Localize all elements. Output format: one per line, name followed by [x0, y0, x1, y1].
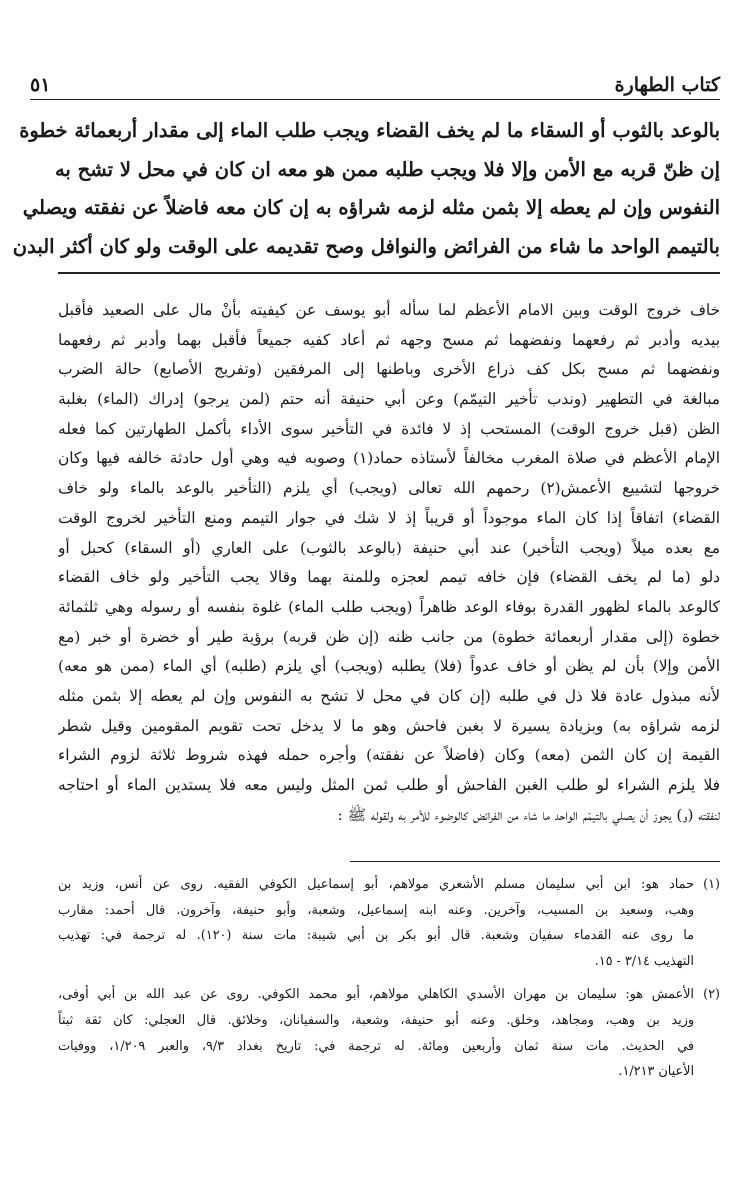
- footnote-separator: [350, 861, 720, 862]
- header-rule: [30, 99, 720, 100]
- commentary-line: خطوة (إلى مقدار أربعمائة خطوة) من جانب ظنه (إن ظن قربه) برؤية طير أو خضرة أو خبر (مع: [58, 627, 720, 646]
- page-number: ٥١: [30, 74, 51, 96]
- footnote-line: حماد هو: ابن أبي سليمان مسلم الأشعري مولاهم، أبو إسماعيل الكوفي الفقيه. روى عن أنس، وزيد بن: [58, 877, 694, 892]
- commentary-line: خاف خروج الوقت وبين الامام الأعظم لما سأله أبو يوسف عن كيفيته بأنْ مال على الصعيد فأقبل: [58, 301, 720, 319]
- commentary-line: الإمام الأعظم في صلاة المغرب مخالفاً لأستاذه حماد(١) وصوبه فيه وهي أول حادثة خالفه فيها وكان: [58, 449, 720, 468]
- commentary-line: الأمن وإلا) بأن لم يظن أو خاف عدواً (فلا) يطلبه (ويجب) أي يلزم (طلبه) أي الماء (ممن هو معه): [58, 657, 720, 676]
- footnote: [58, 982, 720, 1084]
- commentary-line: القيمة إن كان الثمن (معه) وكان (فاضلاً عن نفقته) وأجره حمله فهذه شروط ثلاثة لزوم الشراء: [58, 746, 720, 765]
- footnote-line: الأعيان ١/٢١٣.: [618, 1064, 694, 1080]
- main-text-block: [12, 112, 720, 266]
- footnote-marker: (٢): [703, 987, 720, 1003]
- footnote-line: التهذيب ٣/١٤ - ١٥.: [594, 953, 694, 969]
- chapter-title: كتاب الطهارة: [614, 74, 720, 96]
- main-text-line: بالوعد بالثوب أو السقاء ما لم يخف القضاء ويجب طلب الماء إلى مقدار أربعمائة خطوة: [19, 119, 720, 142]
- footnote-marker: (١): [703, 877, 720, 892]
- footnote-line: وهب، وسعيد بن المسيب، وآخرين. وعنه ابنه إسماعيل، وشعبة، وأبو حنيفة، وآخرون. قال أحمد: مقارب: [58, 902, 694, 918]
- commentary-line: دلو (ما لم يخف القضاء) فإن خافه تيمم لعجزه وللمنة بهما وقالا يجب التأخير ولو خاف القضاء: [58, 568, 720, 587]
- footnote-line: وزيد بن وهب، ومجاهد، وخلق. وعنه أبو حنيفة، وشعبة، والسفيانان، وخلائق. قال العجلي: كان ثقة ثبتاً: [58, 1012, 694, 1028]
- commentary-line: بيديه وأدبر ثم رفعهما ونفضهما ثم مسح وجهه ثم أعاد كفيه جميعاً فأقبل بهما وأدبر ثم رفعهما: [58, 330, 720, 349]
- running-header: [30, 62, 720, 96]
- commentary-line: مع بعده ميلاً (ويجب التأخير) عند أبي حنيفة (بالوعد بالثوب) على العاري (أو السقاء) كحبل أو: [58, 538, 720, 557]
- commentary-block: [58, 296, 720, 830]
- footnotes-block: [58, 872, 720, 1093]
- commentary-line: كالوعد بالماء لظهور القدرة بوفاء الوعد ظاهراً (ويجب طلب الماء) غلوة بنفسه أو رسوله وهي ثلثمائة: [58, 597, 720, 616]
- footnote-line: ما روى عنه القدماء سفيان وشعبة. قال أبو بكر بن أبي شيبة: مات سنة (١٢٠). له ترجمة في: تهذيب: [58, 928, 694, 944]
- main-text-line: النفوس وإن لم يعطه إلا بثمن مثله لزمه شراؤه به إن كان معه فاضلاً عن نفقته ويصلي: [22, 196, 720, 219]
- main-text-line: إن ظنّ قربه مع الأمن وإلا فلا ويجب طلبه ممن هو معه ان كان في محل لا تشح به: [54, 157, 720, 181]
- footnote-line: في الحديث. مات سنة ثمان وأربعين ومائة. له ترجمة في: تاريخ بغداد ٩/٣، والعبر ١/٢٠٩، ووفيات: [58, 1038, 695, 1054]
- commentary-line: لأنه مبذول عادة فلا ذل في طلبه (إن كان في محل لا تشح به النفوس وإن لم يعطه إلا بثمن مثله: [58, 686, 720, 705]
- footnote: [58, 872, 720, 974]
- commentary-line: الظن (قبل خروج الوقت) المستحب إذ لا فائدة في التأخير سوى الأداء بأكمل الطهارتين كما فعله: [58, 419, 720, 438]
- commentary-line: ونفضهما ثم مسح بكل كف ذراع الأخرى وباطنها إلى المرفقين (وتفريج الأصابع) حالة الضرب: [58, 360, 720, 379]
- commentary-line: خروجها لتشييع الأعمش(٢) رحمهم الله تعالى (ويجب) أي يلزم (التأخير بالوعد بالماء ولو خاف: [58, 479, 720, 498]
- commentary-line: مبالغة في التطهير (وندب تأخير التيمّم) وعن أبي حنيفة أنه حتم (لمن يرجو) إدراك (الماء) بغلبة: [58, 390, 720, 409]
- footnote-line: الأعمش هو: سليمان بن مهران الأسدي الكاهلي مولاهم، أبو محمد الكوفي. روى عن عبد الله بن أبي أوفى،: [58, 987, 694, 1003]
- main-text-line: بالتيمم الواحد ما شاء من الفرائض والنوافل وصح تقديمه على الوقت ولو كان أكثر البدن: [12, 234, 720, 258]
- text-separator-rule: [58, 272, 720, 274]
- commentary-line: فلا يلزم الشراء لو طلب الغبن الفاحش أو طلب ثمن المثل وليس معه فلا يستدين الماء أو احتاجه: [58, 776, 720, 794]
- commentary-line: لنفقته (و) يجوز أن يصلي بالتيمّم الواحد ما شاء من الفرائض كالوضوء للأمر به ولقوله ﷺ :: [337, 805, 720, 824]
- commentary-line: لزمه شراؤه به) وبزيادة يسيرة لا بغبن فاحش وهو ما لا يدخل تحت تقويم المقومين وقيل شطر: [58, 716, 720, 735]
- commentary-line: القضاء) اتفاقاً إذا كان الماء موجوداً أو قريباً إذ لا شك في جوار التيمم ومنع التأخير لخروج الوقت: [58, 508, 720, 527]
